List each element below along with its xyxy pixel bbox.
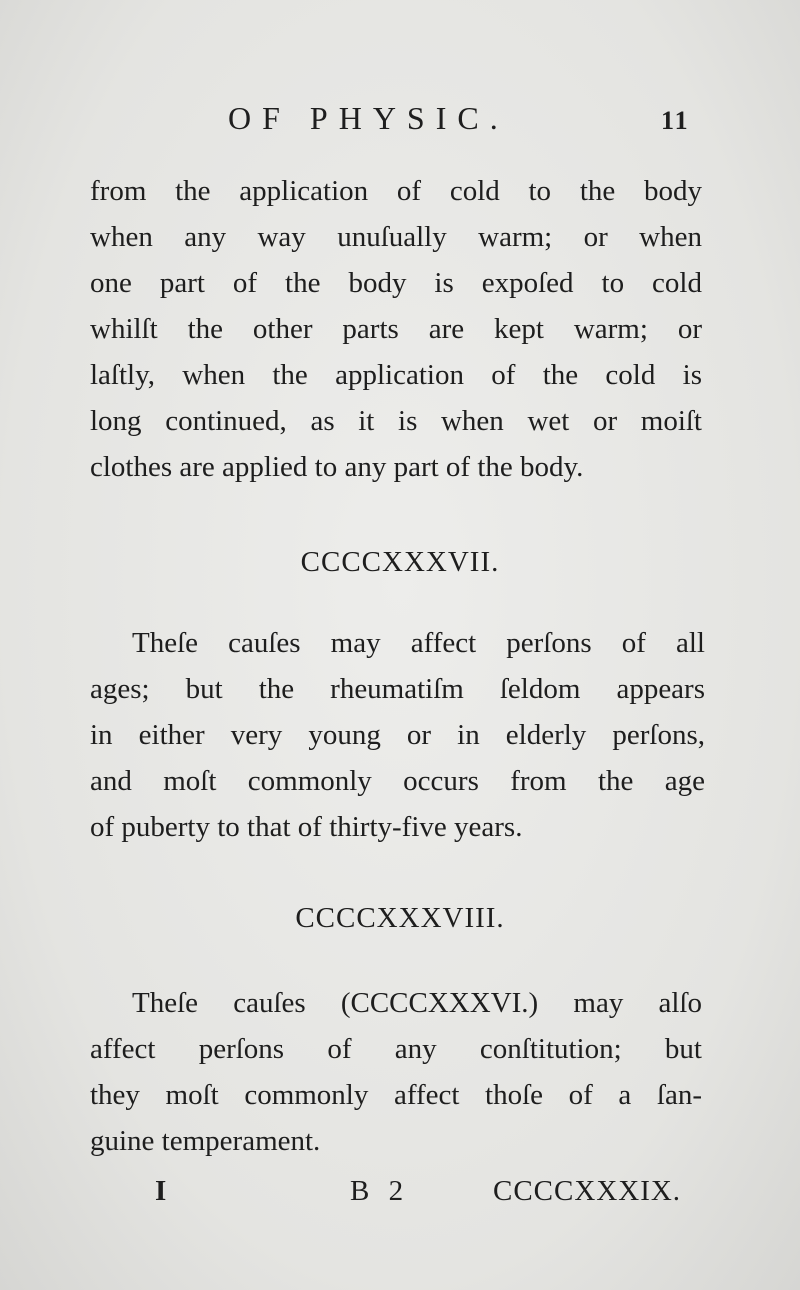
text-line: clothes are applied to any part of the body.	[90, 451, 584, 483]
text-line: when any way unuſually warm; or when	[90, 221, 702, 253]
text-line: long continued, as it is when wet or moiſt	[90, 405, 702, 437]
text-line: Theſe cauſes may affect perſons of all	[132, 627, 705, 659]
text-line: laſtly, when the application of the cold is	[90, 359, 702, 391]
page-footer	[0, 1175, 800, 1215]
text-line: whilſt the other parts are kept warm; or	[90, 313, 702, 345]
page-number: 11	[661, 106, 690, 135]
text-line: Theſe cauſes (CCCCXXXVI.) may alſo	[132, 987, 702, 1019]
section-heading: CCCCXXXVII.	[300, 546, 500, 578]
paragraph	[90, 980, 702, 1164]
text-line: they moſt commonly affect thoſe of a ſan-	[90, 1079, 702, 1111]
signature-mark: B 2	[350, 1175, 410, 1207]
text-line: affect perſons of any conſtitution; but	[90, 1033, 702, 1065]
footer-mark: I	[155, 1175, 167, 1207]
text-line: from the application of cold to the body	[90, 175, 702, 207]
text-line: in either very young or in elderly perſons,	[90, 719, 705, 751]
catchword: CCCCXXXIX.	[493, 1175, 682, 1207]
running-head	[0, 100, 800, 144]
text-line: guine temperament.	[90, 1125, 321, 1157]
paragraph	[90, 620, 705, 850]
running-title: OF PHYSIC.	[228, 100, 509, 136]
section-heading: CCCCXXXVIII.	[295, 902, 505, 934]
text-line: one part of the body is expoſed to cold	[90, 267, 702, 299]
text-line: ages; but the rheumatiſm ſeldom appears	[90, 673, 705, 705]
paragraph-continued	[90, 168, 702, 490]
text-line: and moſt commonly occurs from the age	[90, 765, 705, 797]
text-line: of puberty to that of thirty-five years.	[90, 811, 523, 843]
